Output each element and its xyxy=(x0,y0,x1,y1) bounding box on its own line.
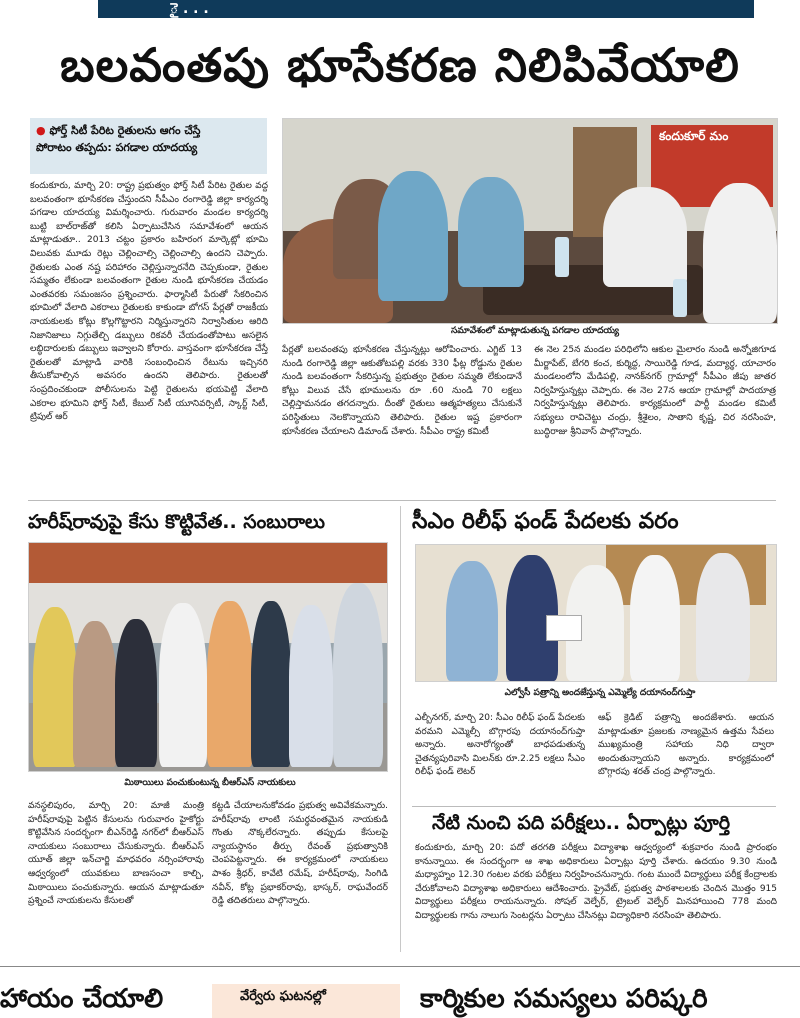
main-story-col1: కందుకూరు, మార్చి 20: రాష్ట్ర ప్రభుత్వం ఫోర్త్ సిటీ పేరిట రైతుల వద్ద బలవంతంగా భూసేకరణ చేస్తుందని సీపీఎం రంగారెడ్డి జిల్లా కార్యదర్శి పగడాల యాదయ్య విమర్శించారు. గురువారం మండల కార్యదర్శి బుట్టి బాల్‌రాజ్‌తో కలిసి ఏర్పాటుచేసిన సమావేశంలో ఆయన మాట్లాడుతూ.. 2013 చట్టం ప్రకారం బహిరంగ మార్కెట్లో భూమి విలువకు మూడు రెట్లు చెల్లించాల్సి చెల్లించాల్సి ఉందని చెప్పారు. రైతులకు ఎంత నష్ట పరిహారం చెల్లిస్తున్నారనేది చెప్పకుండా, రైతుల సమ్మతం లేకుండా బలవంతంగా రైతుల నుండి భూసేకరణ చేయడం ఎంతవరకు సమంజసం ప్రశ్నించారు. ఫార్మాసిటీ పేరుతో సేకరించిన భూమిలో వేలాది ఎకరాలు రైతులకు కాకుండా బోగస్ పేర్లతో రాజకీయ నాయకులకు కోట్లు కొల్లగొట్టారని నిర్మిస్తున్నారని నిర్వాసితుల ఆరిది నిజానిజాలు నిగ్గుతేల్చి డబ్బులు రికవరీ చేయడంతోపాటు అసలైన లబ్ధిదారులకు డబ్బులు ఇవ్వాలని కోరారు. వాస్తవంగా భూసేకరణ చేస్తే రైతులతో మాట్లాడి వారికి సంబంధించిన రేటును ఇచ్చినరి తీసుకోవాల్సిన అవసరం ఉందని తెలిపారు. రైతులతో సంప్రదించకుండా పోలీసులను పెట్టి రైతులను భయపెట్టి వేలాది ఎకరాల భూమిని ఫోర్త్ సిటీ, కేబుల్ సిటీ యూనివర్సిటీ, స్కార్ట్ సిటీ, ట్రిపుల్ ఆర్ xyxy=(30,181,268,423)
subhead-line1: ఫోర్త్ సిటీ పేరిట రైతులను ఆగం చేస్తే xyxy=(49,124,201,137)
cm-relief-photo xyxy=(415,544,777,682)
cm-relief-photo-caption: ఎల్వోసీ పత్రాన్ని అందజేస్తున్న ఎమ్మెల్యే దయానంద్‌గుప్తా xyxy=(504,688,696,698)
main-story-photo xyxy=(282,118,778,324)
main-story-col2: పేర్లతో బలవంతపు భూసేకరణ చేస్తున్నట్లు ఆరోపించారు. ఎగ్జిట్ 13 నుండి రంగారెడ్డి జిల్లా ఆకుతోటపల్లి వరకు 330 ఫీట్ల రోడ్డును రైతుల నుండి బలవంతంగా సేకరిస్తున్న ప్రభుత్వం రైతుల సమ్మతి లేకుండానే కోట్లు విలువ చేసే భూములను రూ .60 నుండి 70 లక్షలు చెల్లిస్తామనడం తగదన్నారు. దీంతో రైతులు ఆత్మహత్యలు చేసుకునే పరిస్థితులు నెలకొన్నాయని తెలిపారు. రైతుల ఇష్ట ప్రకారంగా భూసేకరణ చేయాలని డిమాండ్ చేశారు. సీపీఎం రాష్ట్ర కమిటీ xyxy=(282,345,522,437)
photo-person xyxy=(73,621,117,767)
photo-person xyxy=(378,171,448,301)
harish-photo-caption: మిఠాయిలు పంచుకుంటున్న బీఆర్ఎస్ నాయకులు xyxy=(124,778,296,788)
photo-person xyxy=(603,187,687,287)
harish-story-col2: కట్టడి చేయాలనుకోవడం ప్రభుత్వ అవివేకమన్నారు. హరీష్‌రావు లాంటి సమర్ధవంతమైన నాయకుడి గొంతు నొక్కలేరన్నారు. తప్పుడు కేసులపై న్యాయస్థానం తీర్పు రేవంత్ ప్రభుత్వానికి చెంపపెట్టన్నారు. ఈ కార్యక్రమంలో నాయకులు పాశం శ్రీధర్, కావేటి రమేష్, హరీష్‌రావు, సింగిడి నవీన్, కోట్ల ప్రభాకర్‌రావు, భాస్కర్, రాఘవేందర్ రెడ్డి తదితరులు పాల్గొన్నారు. xyxy=(212,801,388,907)
photo-person xyxy=(251,601,291,767)
bottom-right-headline: కార్మికుల సమస్యలు పరిష్కరి xyxy=(420,984,708,1014)
bottom-left-headline: హాయం చేయాలి xyxy=(0,984,164,1014)
photo-person xyxy=(446,561,498,681)
top-section-bar-text: ై . . . xyxy=(170,1,209,17)
exams-story-body: కందుకూరు, మార్చి 20: పదో తరగతి పరీక్షలు విద్యాశాఖ ఆధ్వర్యంలో శుక్రవారం నుండి ప్రారంభం కానున్నాయి. ఈ సందర్భంగా ఆ శాఖ అధికారులు ఏర్పాట్లు పూర్తి చేశారు. ఉదయం 9.30 నుండి మధ్యాహ్నం 12.30 గంటల వరకు పరీక్షలు నిర్వహించనున్నారు. గంట ముందే విద్యార్థులు పరీక్ష కేంద్రాలకు చేరుకోవాలని విద్యాశాఖ అధికారులు ఆదేశించారు. ప్రైవేట్, ప్రభుత్వ పాఠశాలలకు చెందిన మొత్తం 915 విద్యార్థులు పరీక్షలు రాయనున్నారు. సోషల్ వెల్ఫేర్, ట్రైబల్ వెల్ఫేర్ మినహాయించి 778 మంది విద్యార్థులకు గాను నాలుగు సెంటర్లను ఏర్పాటు చేసినట్లు విద్యాధికారి నరసింహ తెలిపారు. xyxy=(415,843,777,921)
bottom-divider xyxy=(0,966,800,967)
main-story-col3: ఈ నెల 25న మండల పరిధిలోని ఆకుల మైలారం నుండి అన్నోజిగూడ మీర్జాపేట్, బేగరి కంచ, కుర్మిద్ద, సాయిరెడ్డి గూడ, మద్యార్థ, యాచారం మండలంలోని మేడిపల్లి, నానక్‌నగర్ గ్రామాల్లో సీపీఎం జీపు జాతర నిర్వహిస్తున్నట్లు చెప్పారు. ఈ నెల 27న ఆయా గ్రామాల్లో పాదయాత్ర నిర్వహిస్తున్నట్లు తెలిపారు. కార్యక్రమంలో పార్టీ మండల కమిటీ సభ్యులు రావిచెట్టు చంద్రు, శ్రీశైలం, సాతాని కృష్ణ, చిర నరసింహ, బుద్ధిరాజు శ్రీనివాస్ పాల్గొన్నారు. xyxy=(534,345,776,437)
section-divider xyxy=(28,500,776,501)
bullet-icon: ● xyxy=(36,124,46,137)
cm-relief-col2: ఆఫ్ క్రెడిట్ పత్రాన్ని అందజేశారు. ఆయన మాట్లాడుతూ ప్రజలకు నాణ్యమైన ఉత్తమ సేవలు ముఖ్యమంత్రి సహాయ నిధి ద్వారా అందుతున్నాయని అన్నారు. కార్యక్రమంలో బొగ్గారపు శరత్ చంద్ర పాల్గొన్నారు. xyxy=(598,713,774,778)
harish-headline: హరీష్‌రావుపై కేసు కొట్టివేత.. సంబురాలు xyxy=(28,511,325,533)
subhead xyxy=(36,122,264,156)
harish-story-photo xyxy=(28,542,388,772)
water-bottle xyxy=(555,237,569,277)
photo-banner-text: కందుకూర్ మం xyxy=(659,129,729,143)
photo-person xyxy=(333,583,383,767)
exams-headline: నేటి నుంచి పది పరీక్షలు.. ఏర్పాట్లు పూర్తి xyxy=(432,812,731,834)
cm-relief-headline: సీఎం రిలీఫ్ ఫండ్ పేదలకు వరం xyxy=(412,509,679,534)
photo-person xyxy=(458,177,524,287)
cm-relief-col1: ఎల్బీనగర్, మార్చి 20: సీఎం రిలీఫ్ ఫండ్ పేదలకు వరమని ఎమ్మెల్సీ బొగ్గారపు దయానంద్‌గుప్తా అన్నారు. అనారోగ్యంతో బాధపడుతున్న చైతన్యపురివాసి మిలన్‌కు రూ.2.25 లక్షలు సీఎం రిలీఫ్ ఫండ్ లెటర్ xyxy=(415,713,585,778)
photo-person xyxy=(159,603,207,767)
bottom-middle-tag: వేర్వేరు ఘటనల్లో xyxy=(240,989,326,1004)
photo-person xyxy=(289,605,333,767)
main-photo-caption: సమావేశంలో మాట్లాడుతున్న పగడాల యాదయ్య xyxy=(450,326,620,336)
photo-person xyxy=(115,619,157,767)
subhead-line2: పోరాటం తప్పదు: పగడాల యాదయ్య xyxy=(36,141,198,154)
photo-person xyxy=(696,553,750,681)
section-divider xyxy=(412,806,776,807)
photo-document xyxy=(546,615,582,641)
photo-person xyxy=(703,183,777,323)
photo-person xyxy=(630,555,680,681)
photo-person xyxy=(207,601,253,767)
column-divider xyxy=(400,506,401,952)
main-headline: బలవంతపు భూసేకరణ నిలిపివేయాలి xyxy=(60,38,740,92)
photo-person xyxy=(33,607,77,767)
water-bottle xyxy=(673,279,687,317)
harish-story-col1: వనస్థలిపురం, మార్చి 20: మాజీ మంత్రి హరీష్‌రావుపై పెట్టిన కేసులను గురువారం హైకోర్టు కొట్టివేసిన సందర్భంగా బీఎన్‌రెడ్డి నగర్‌లో బీఆర్ఎస్ నాయకులు సంబురాలు చేసుకున్నారు. బీఆర్ఎస్ యూత్ జిల్లా ఇన్‌చార్జి మాధవరం నర్సింహారావు ఆధ్వర్యంలో యువకులు బాణసంచా కాల్చి, మిఠాయిలు పంచుకున్నారు. ఆయన మాట్లాడుతూ ప్రశ్నించే నాయకులను కేసులతో xyxy=(28,801,204,907)
